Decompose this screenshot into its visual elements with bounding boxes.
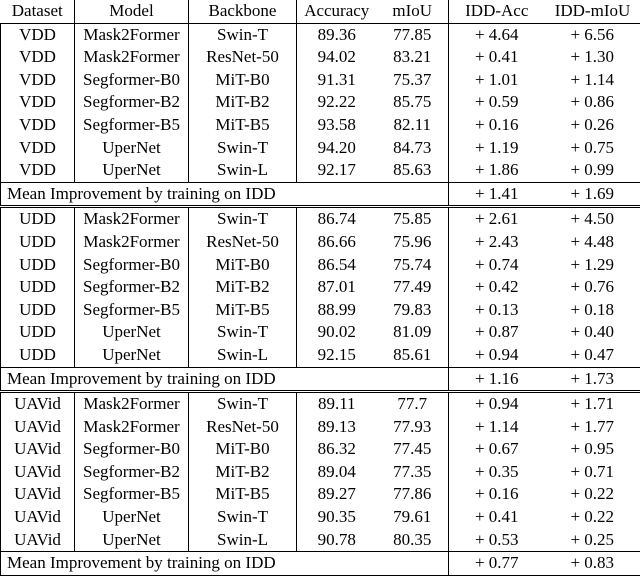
cell-idd-acc: + 0.13 xyxy=(449,299,545,322)
table-row xyxy=(1,299,640,322)
cell-idd-miou: + 4.48 xyxy=(545,231,640,254)
table-row xyxy=(1,483,640,506)
cell-miou: 80.35 xyxy=(377,529,449,552)
cell-accuracy: 92.22 xyxy=(297,91,377,114)
cell-model: Mask2Former xyxy=(75,207,189,231)
cell-dataset: UDD xyxy=(1,321,75,344)
cell-backbone: Swin-L xyxy=(189,344,297,367)
cell-miou: 84.73 xyxy=(377,137,449,160)
cell-backbone: MiT-B0 xyxy=(189,438,297,461)
cell-accuracy: 90.02 xyxy=(297,321,377,344)
cell-miou: 85.75 xyxy=(377,91,449,114)
cell-accuracy: 94.02 xyxy=(297,46,377,69)
table-row xyxy=(1,438,640,461)
cell-backbone: Swin-T xyxy=(189,321,297,344)
cell-accuracy: 90.78 xyxy=(297,529,377,552)
cell-model: Segformer-B0 xyxy=(75,254,189,277)
cell-backbone: MiT-B0 xyxy=(189,69,297,92)
cell-miou: 85.63 xyxy=(377,159,449,182)
cell-backbone: Swin-T xyxy=(189,207,297,231)
table-row xyxy=(1,114,640,137)
table-row xyxy=(1,137,640,160)
cell-model: Mask2Former xyxy=(75,392,189,416)
cell-idd-miou: + 1.71 xyxy=(545,392,640,416)
header-idd-acc: IDD-Acc xyxy=(449,0,545,23)
cell-dataset: UAVid xyxy=(1,416,75,439)
cell-idd-acc: + 0.41 xyxy=(449,506,545,529)
cell-idd-miou: + 1.14 xyxy=(545,69,640,92)
cell-dataset: UDD xyxy=(1,254,75,277)
cell-dataset: VDD xyxy=(1,46,75,69)
cell-model: UperNet xyxy=(75,321,189,344)
cell-idd-miou: + 1.29 xyxy=(545,254,640,277)
cell-miou: 77.85 xyxy=(377,23,449,46)
table-row xyxy=(1,207,640,231)
cell-dataset: UAVid xyxy=(1,461,75,484)
cell-model: Mask2Former xyxy=(75,416,189,439)
cell-backbone: ResNet-50 xyxy=(189,231,297,254)
table-row xyxy=(1,344,640,367)
cell-idd-miou: + 1.30 xyxy=(545,46,640,69)
cell-miou: 83.21 xyxy=(377,46,449,69)
cell-model: Segformer-B5 xyxy=(75,299,189,322)
cell-accuracy: 89.04 xyxy=(297,461,377,484)
cell-idd-acc: + 2.61 xyxy=(449,207,545,231)
cell-backbone: MiT-B5 xyxy=(189,299,297,322)
cell-backbone: MiT-B2 xyxy=(189,276,297,299)
cell-miou: 75.37 xyxy=(377,69,449,92)
cell-backbone: MiT-B5 xyxy=(189,483,297,506)
cell-model: UperNet xyxy=(75,344,189,367)
cell-model: Mask2Former xyxy=(75,23,189,46)
cell-model: Segformer-B2 xyxy=(75,461,189,484)
header-accuracy: Accuracy xyxy=(297,0,377,23)
cell-idd-acc: + 1.14 xyxy=(449,416,545,439)
mean-idd-acc: + 1.16 xyxy=(449,367,545,392)
mean-improvement-label: Mean Improvement by training on IDD xyxy=(1,552,449,576)
cell-model: UperNet xyxy=(75,529,189,552)
cell-idd-miou: + 1.77 xyxy=(545,416,640,439)
table-row xyxy=(1,231,640,254)
cell-dataset: UAVid xyxy=(1,392,75,416)
header-dataset: Dataset xyxy=(1,0,75,23)
table-row xyxy=(1,46,640,69)
cell-idd-miou: + 0.25 xyxy=(545,529,640,552)
table-row xyxy=(1,254,640,277)
mean-improvement-row xyxy=(1,552,640,576)
cell-miou: 79.61 xyxy=(377,506,449,529)
cell-accuracy: 89.27 xyxy=(297,483,377,506)
cell-model: Mask2Former xyxy=(75,231,189,254)
cell-idd-miou: + 0.71 xyxy=(545,461,640,484)
table-row xyxy=(1,461,640,484)
cell-accuracy: 89.11 xyxy=(297,392,377,416)
mean-improvement-row xyxy=(1,367,640,392)
cell-accuracy: 90.35 xyxy=(297,506,377,529)
table-row xyxy=(1,159,640,182)
cell-accuracy: 87.01 xyxy=(297,276,377,299)
cell-miou: 77.35 xyxy=(377,461,449,484)
cell-backbone: MiT-B2 xyxy=(189,461,297,484)
mean-improvement-label: Mean Improvement by training on IDD xyxy=(1,367,449,392)
cell-miou: 75.96 xyxy=(377,231,449,254)
mean-idd-acc: + 0.77 xyxy=(449,552,545,576)
cell-miou: 77.49 xyxy=(377,276,449,299)
cell-idd-acc: + 1.19 xyxy=(449,137,545,160)
table-row xyxy=(1,69,640,92)
cell-miou: 79.83 xyxy=(377,299,449,322)
mean-idd-acc: + 1.41 xyxy=(449,182,545,207)
cell-accuracy: 89.13 xyxy=(297,416,377,439)
cell-model: Mask2Former xyxy=(75,46,189,69)
cell-idd-acc: + 0.94 xyxy=(449,344,545,367)
mean-improvement-label: Mean Improvement by training on IDD xyxy=(1,182,449,207)
cell-accuracy: 86.74 xyxy=(297,207,377,231)
cell-idd-acc: + 0.16 xyxy=(449,114,545,137)
cell-idd-miou: + 6.56 xyxy=(545,23,640,46)
cell-dataset: UAVid xyxy=(1,483,75,506)
cell-accuracy: 86.66 xyxy=(297,231,377,254)
cell-miou: 77.93 xyxy=(377,416,449,439)
cell-miou: 77.86 xyxy=(377,483,449,506)
cell-idd-acc: + 0.74 xyxy=(449,254,545,277)
cell-dataset: VDD xyxy=(1,69,75,92)
cell-dataset: UAVid xyxy=(1,438,75,461)
cell-idd-miou: + 0.95 xyxy=(545,438,640,461)
header-idd-miou: IDD-mIoU xyxy=(545,0,640,23)
mean-idd-miou: + 1.73 xyxy=(545,367,640,392)
cell-dataset: VDD xyxy=(1,159,75,182)
table-row xyxy=(1,529,640,552)
cell-miou: 77.45 xyxy=(377,438,449,461)
table-row xyxy=(1,276,640,299)
cell-backbone: Swin-T xyxy=(189,23,297,46)
cell-dataset: VDD xyxy=(1,23,75,46)
table-row xyxy=(1,392,640,416)
header-miou: mIoU xyxy=(377,0,449,23)
cell-idd-acc: + 0.41 xyxy=(449,46,545,69)
table-row xyxy=(1,23,640,46)
cell-idd-acc: + 0.53 xyxy=(449,529,545,552)
cell-dataset: UAVid xyxy=(1,506,75,529)
cell-dataset: VDD xyxy=(1,114,75,137)
cell-backbone: Swin-L xyxy=(189,159,297,182)
cell-backbone: Swin-L xyxy=(189,529,297,552)
cell-miou: 75.74 xyxy=(377,254,449,277)
cell-dataset: UDD xyxy=(1,231,75,254)
header-backbone: Backbone xyxy=(189,0,297,23)
mean-idd-miou: + 1.69 xyxy=(545,182,640,207)
cell-model: UperNet xyxy=(75,159,189,182)
cell-idd-miou: + 0.47 xyxy=(545,344,640,367)
cell-idd-miou: + 4.50 xyxy=(545,207,640,231)
cell-idd-miou: + 0.22 xyxy=(545,483,640,506)
cell-backbone: Swin-T xyxy=(189,506,297,529)
cell-backbone: MiT-B2 xyxy=(189,91,297,114)
cell-idd-acc: + 1.86 xyxy=(449,159,545,182)
cell-idd-miou: + 0.76 xyxy=(545,276,640,299)
cell-idd-acc: + 1.01 xyxy=(449,69,545,92)
cell-model: Segformer-B0 xyxy=(75,69,189,92)
cell-idd-acc: + 0.87 xyxy=(449,321,545,344)
cell-model: Segformer-B5 xyxy=(75,483,189,506)
mean-improvement-row xyxy=(1,182,640,207)
cell-idd-miou: + 0.99 xyxy=(545,159,640,182)
cell-accuracy: 86.54 xyxy=(297,254,377,277)
cell-backbone: ResNet-50 xyxy=(189,416,297,439)
cell-backbone: MiT-B0 xyxy=(189,254,297,277)
cell-dataset: VDD xyxy=(1,91,75,114)
cell-backbone: ResNet-50 xyxy=(189,46,297,69)
cell-idd-acc: + 0.59 xyxy=(449,91,545,114)
table-body xyxy=(1,23,640,575)
table-row xyxy=(1,416,640,439)
cell-accuracy: 86.32 xyxy=(297,438,377,461)
cell-backbone: MiT-B5 xyxy=(189,114,297,137)
cell-model: Segformer-B2 xyxy=(75,276,189,299)
table-row xyxy=(1,91,640,114)
cell-model: UperNet xyxy=(75,506,189,529)
mean-idd-miou: + 0.83 xyxy=(545,552,640,576)
cell-miou: 77.7 xyxy=(377,392,449,416)
cell-idd-acc: + 0.42 xyxy=(449,276,545,299)
cell-dataset: UDD xyxy=(1,276,75,299)
table-row xyxy=(1,506,640,529)
cell-idd-miou: + 0.86 xyxy=(545,91,640,114)
cell-accuracy: 94.20 xyxy=(297,137,377,160)
cell-idd-miou: + 0.26 xyxy=(545,114,640,137)
cell-miou: 81.09 xyxy=(377,321,449,344)
cell-accuracy: 89.36 xyxy=(297,23,377,46)
cell-dataset: UDD xyxy=(1,299,75,322)
cell-backbone: Swin-T xyxy=(189,137,297,160)
header-model: Model xyxy=(75,0,189,23)
cell-idd-miou: + 0.22 xyxy=(545,506,640,529)
cell-model: Segformer-B2 xyxy=(75,91,189,114)
cell-miou: 82.11 xyxy=(377,114,449,137)
cell-accuracy: 91.31 xyxy=(297,69,377,92)
cell-miou: 85.61 xyxy=(377,344,449,367)
cell-idd-acc: + 0.35 xyxy=(449,461,545,484)
cell-dataset: VDD xyxy=(1,137,75,160)
header-row xyxy=(1,0,640,23)
cell-model: Segformer-B0 xyxy=(75,438,189,461)
cell-model: UperNet xyxy=(75,137,189,160)
cell-model: Segformer-B5 xyxy=(75,114,189,137)
cell-dataset: UDD xyxy=(1,344,75,367)
cell-accuracy: 92.15 xyxy=(297,344,377,367)
cell-accuracy: 93.58 xyxy=(297,114,377,137)
cell-accuracy: 88.99 xyxy=(297,299,377,322)
cell-idd-acc: + 4.64 xyxy=(449,23,545,46)
cell-idd-acc: + 0.94 xyxy=(449,392,545,416)
cell-idd-acc: + 0.16 xyxy=(449,483,545,506)
cell-idd-miou: + 0.75 xyxy=(545,137,640,160)
table-row xyxy=(1,321,640,344)
cell-idd-acc: + 2.43 xyxy=(449,231,545,254)
cell-miou: 75.85 xyxy=(377,207,449,231)
cell-backbone: Swin-T xyxy=(189,392,297,416)
cell-idd-miou: + 0.18 xyxy=(545,299,640,322)
cell-dataset: UAVid xyxy=(1,529,75,552)
cell-idd-acc: + 0.67 xyxy=(449,438,545,461)
cell-accuracy: 92.17 xyxy=(297,159,377,182)
cell-dataset: UDD xyxy=(1,207,75,231)
cell-idd-miou: + 0.40 xyxy=(545,321,640,344)
